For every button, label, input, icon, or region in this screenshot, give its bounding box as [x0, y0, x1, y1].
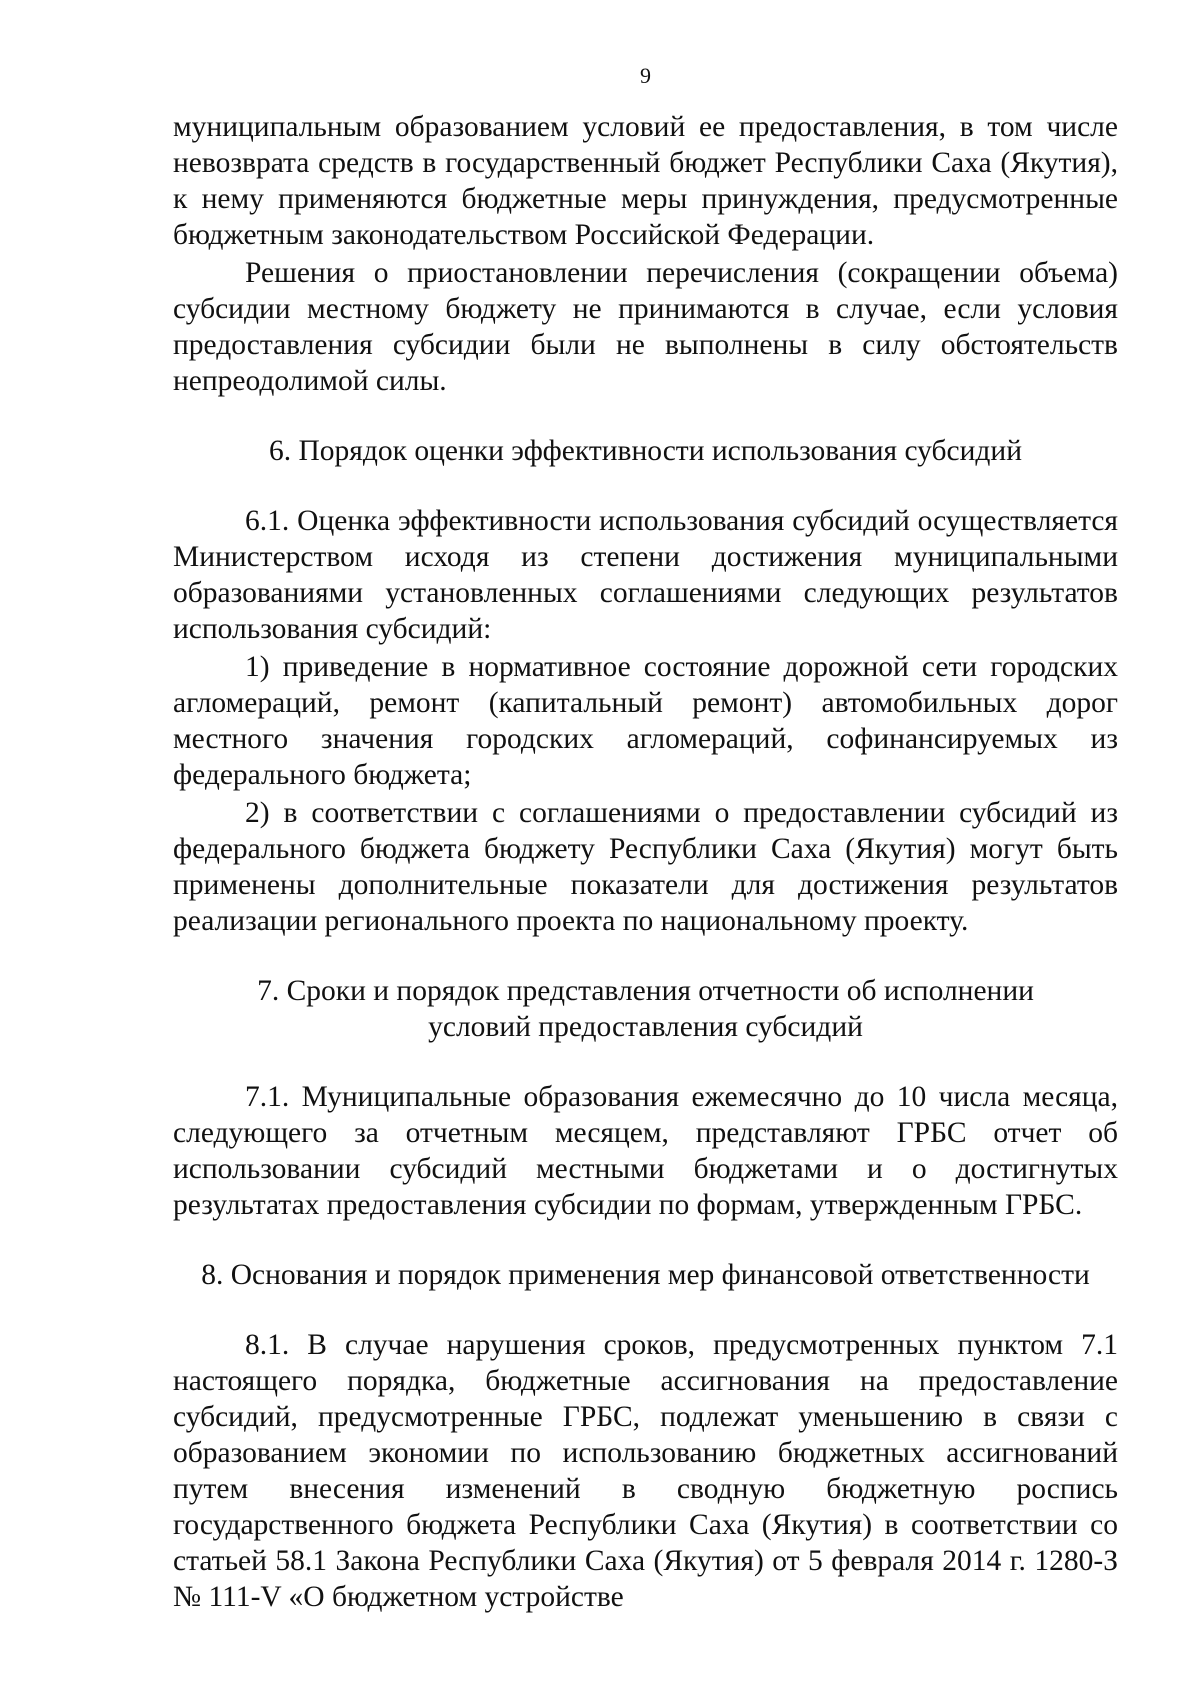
- section-6-item-1: 1) приведение в нормативное состояние дорожной сети городских агломераций, ремонт (капитальный ремонт) автомобильных дорог местного значения городских агломераций, софинансируемых из федерального бюджета;: [173, 651, 1118, 791]
- section-6-1-paragraph: 6.1. Оценка эффективности использования субсидий осуществляется Министерством исходя из степени достижения муниципальными образованиями установленных соглашениями следующих результатов использования субсидий:: [173, 505, 1118, 645]
- section-6-item-2: 2) в соответствии с соглашениями о предоставлении субсидий из федерального бюджета бюджету Республики Саха (Якутия) могут быть применены дополнительные показатели для достижения результатов реализации регионального проекта по национальному проекту.: [173, 797, 1118, 937]
- page-number: 9: [640, 63, 651, 88]
- section-6-heading-block: [173, 433, 1118, 469]
- section-7-heading-block: [173, 973, 1118, 1045]
- section-8-heading: 8. Основания и порядок применения мер финансовой ответственности: [201, 1259, 1090, 1291]
- section-7-heading-line-1: 7. Сроки и порядок представления отчетности об исполнении: [257, 975, 1034, 1007]
- section-7-1-paragraph: 7.1. Муниципальные образования ежемесячно до 10 числа месяца, следующего за отчетным месяцем, представляют ГРБС отчет об использовании субсидий местными бюджетами и о достигнутых результатах предоставления субсидии по формам, утвержденным ГРБС.: [173, 1081, 1118, 1221]
- section-8-heading-block: [173, 1257, 1118, 1293]
- section-7-heading-line-2: условий предоставления субсидий: [428, 1011, 863, 1043]
- paragraph-force-majeure: Решения о приостановлении перечисления (сокращении объема) субсидии местному бюджету не принимаются в случае, если условия предоставления субсидии были не выполнены в силу обстоятельств непреодолимой силы.: [173, 257, 1118, 397]
- section-6-heading: 6. Порядок оценки эффективности использования субсидий: [269, 435, 1022, 467]
- section-8-1-paragraph: 8.1. В случае нарушения сроков, предусмотренных пунктом 7.1 настоящего порядка, бюджетные ассигнования на предоставление субсидий, предусмотренные ГРБС, подлежат уменьшению в связи с образованием экономии по использованию бюджетных ассигнований путем внесения изменений в сводную бюджетную роспись государственного бюджета Республики Саха (Якутия) в соответствии со статьей 58.1 Закона Республики Саха (Якутия) от 5 февраля 2014 г. 1280-З № 111-V «О бюджетном устройстве: [173, 1329, 1118, 1613]
- paragraph-continuation: муниципальным образованием условий ее предоставления, в том числе невозврата средств в государственный бюджет Республики Саха (Якутия), к нему применяются бюджетные меры принуждения, предусмотренные бюджетным законодательством Российской Федерации.: [173, 111, 1118, 251]
- document-page: [173, 62, 1118, 1615]
